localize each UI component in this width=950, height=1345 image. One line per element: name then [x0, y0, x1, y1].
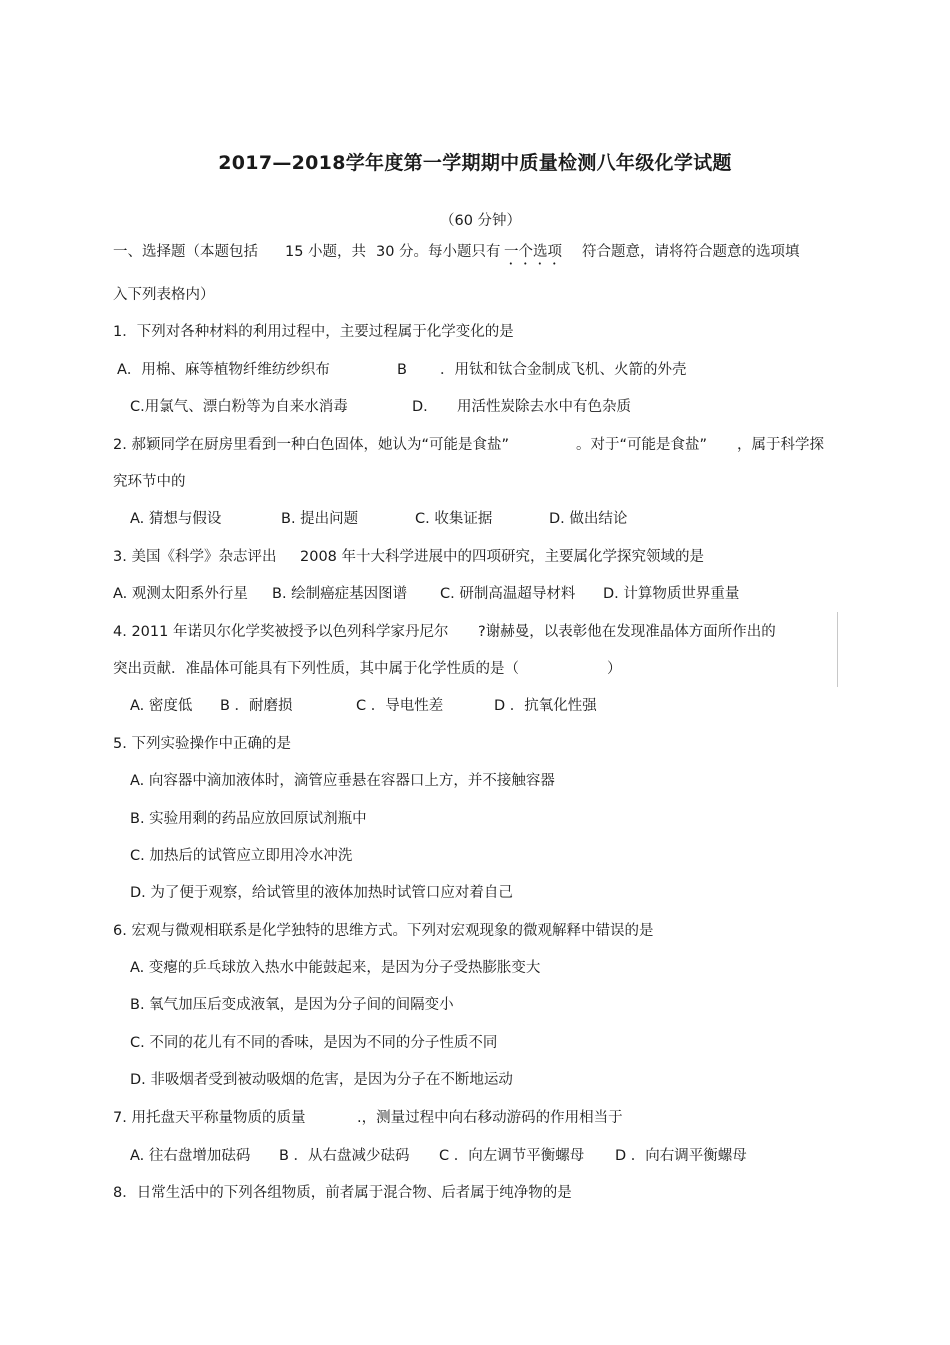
- emphasized-text: 一个选项: [504, 244, 562, 260]
- option-a: A．用棉、麻等植物纤维纺纱织布: [117, 362, 330, 378]
- option-a: A. 观测太阳系外行星: [113, 586, 248, 602]
- option-d: D. 为了便于观察，给试管里的液体加热时试管口应对着自己: [130, 885, 513, 901]
- option-d: D. 计算物质世界重量: [603, 586, 740, 602]
- option-a: A. 密度低: [130, 698, 193, 714]
- page-title: 2017—2018学年度第一学期期中质量检测八年级化学试题: [218, 152, 732, 174]
- option-d: D ．向右调平衡螺母: [615, 1148, 747, 1164]
- option-a: A. 猜想与假设: [130, 511, 222, 527]
- option-d-label: D.: [412, 399, 428, 415]
- option-c: C.用氯气、漂白粉等为自来水消毒: [130, 399, 348, 415]
- option-b: B. 实验用剩的药品应放回原试剂瓶中: [130, 811, 367, 827]
- option-b: B ．从右盘减少砝码: [279, 1148, 410, 1164]
- option-c: C. 收集证据: [415, 511, 493, 527]
- option-c: C ．导电性差: [356, 698, 444, 714]
- option-d: D. 非吸烟者受到被动吸烟的危害，是因为分子在不断地运动: [130, 1072, 513, 1088]
- option-a: A. 往右盘增加砝码: [130, 1148, 251, 1164]
- option-b: B. 氧气加压后变成液氧，是因为分子间的间隔变小: [130, 997, 454, 1013]
- option-d: D ．抗氧化性强: [494, 698, 597, 714]
- margin-line: [837, 612, 838, 687]
- option-c: C. 研制高温超导材料: [440, 586, 576, 602]
- option-c: C ．向左调节平衡螺母: [439, 1148, 585, 1164]
- option-b: B. 绘制癌症基因图谱: [272, 586, 408, 602]
- option-a: A. 变瘪的乒乓球放入热水中能鼓起来，是因为分子受热膨胀变大: [130, 960, 541, 976]
- option-b: B. 提出问题: [281, 511, 359, 527]
- exam-duration: （60 分钟）: [440, 213, 522, 229]
- option-a: A. 向容器中滴加液体时，滴管应垂悬在容器口上方，并不接触容器: [130, 773, 555, 789]
- option-b: B ．耐磨损: [220, 698, 293, 714]
- option-c: C. 不同的花儿有不同的香味，是因为不同的分子性质不同: [130, 1035, 498, 1051]
- option-b-label: B: [397, 362, 407, 378]
- option-c: C. 加热后的试管应立即用冷水冲洗: [130, 848, 353, 864]
- option-d: D. 做出结论: [549, 511, 628, 527]
- option-b: ．用钛和钛合金制成飞机、火箭的外壳: [440, 362, 687, 378]
- option-d: 用活性炭除去水中有色杂质: [457, 399, 631, 415]
